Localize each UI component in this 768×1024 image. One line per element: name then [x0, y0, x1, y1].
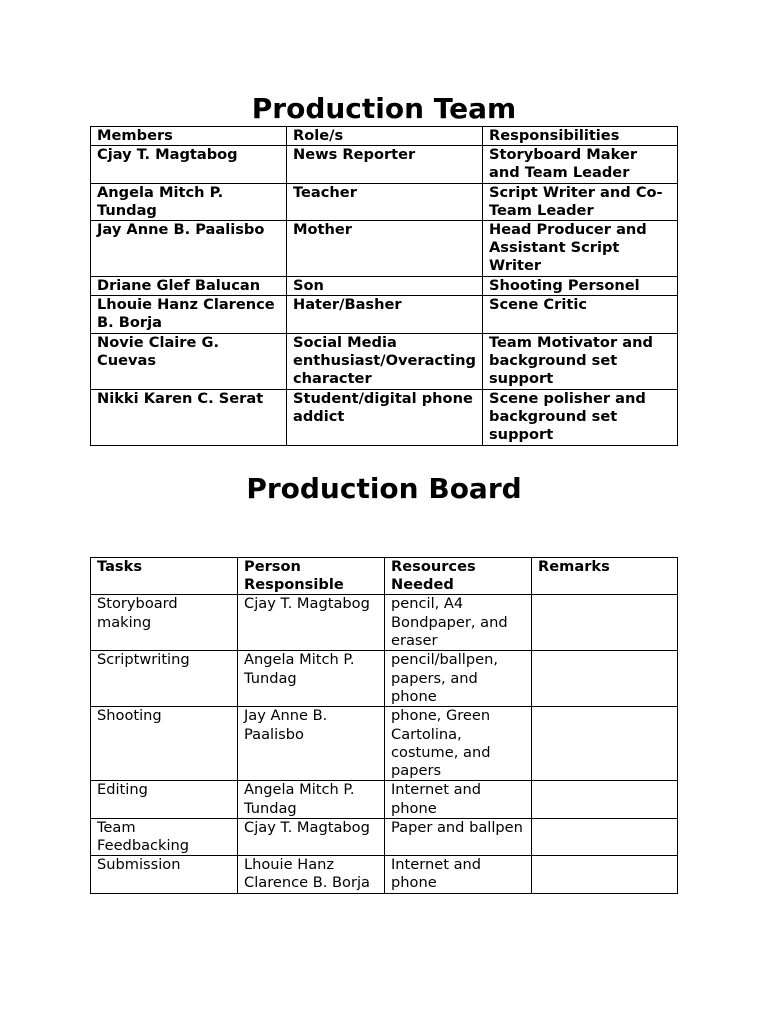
table-header-row — [91, 127, 678, 146]
table-row — [91, 221, 678, 277]
table-row — [91, 296, 678, 333]
task-cell: Shooting — [91, 707, 238, 781]
member-cell: Nikki Karen C. Serat — [91, 389, 287, 445]
role-cell: Student/digital phone addict — [287, 389, 483, 445]
role-cell: Hater/Basher — [287, 296, 483, 333]
person-cell: Angela Mitch P. Tundag — [238, 781, 385, 818]
resources-cell: pencil/ballpen, papers, and phone — [385, 651, 532, 707]
responsibility-cell: Script Writer and Co-Team Leader — [483, 183, 678, 220]
role-cell: Son — [287, 277, 483, 296]
table-row — [91, 651, 678, 707]
member-cell: Driane Glef Balucan — [91, 277, 287, 296]
header-responsibilities: Responsibilities — [483, 127, 678, 146]
member-cell: Novie Claire G. Cuevas — [91, 333, 287, 389]
responsibility-cell: Scene Critic — [483, 296, 678, 333]
resources-cell: pencil, A4 Bondpaper, and eraser — [385, 595, 532, 651]
member-cell: Jay Anne B. Paalisbo — [91, 221, 287, 277]
resources-cell: phone, Green Cartolina, costume, and papers — [385, 707, 532, 781]
production-team-table — [90, 126, 678, 446]
table-row — [91, 183, 678, 220]
responsibility-cell: Shooting Personel — [483, 277, 678, 296]
person-cell: Angela Mitch P. Tundag — [238, 651, 385, 707]
production-team-title: Production Team — [251, 92, 517, 125]
production-board-title: Production Board — [246, 472, 522, 505]
resources-cell: Internet and phone — [385, 781, 532, 818]
responsibility-cell: Scene polisher and background set support — [483, 389, 678, 445]
header-person-responsible: Person Responsible — [238, 558, 385, 595]
task-cell: Team Feedbacking — [91, 818, 238, 855]
table-row — [91, 818, 678, 855]
responsibility-cell: Team Motivator and background set support — [483, 333, 678, 389]
header-remarks: Remarks — [532, 558, 678, 595]
remarks-cell — [532, 651, 678, 707]
responsibility-cell: Storyboard Maker and Team Leader — [483, 146, 678, 183]
remarks-cell — [532, 707, 678, 781]
member-cell: Lhouie Hanz Clarence B. Borja — [91, 296, 287, 333]
header-resources-needed: Resources Needed — [385, 558, 532, 595]
person-cell: Lhouie Hanz Clarence B. Borja — [238, 856, 385, 893]
remarks-cell — [532, 595, 678, 651]
task-cell: Editing — [91, 781, 238, 818]
table-row — [91, 856, 678, 893]
person-cell: Cjay T. Magtabog — [238, 595, 385, 651]
header-members: Members — [91, 127, 287, 146]
table-header-row — [91, 558, 678, 595]
role-cell: Mother — [287, 221, 483, 277]
table-row — [91, 333, 678, 389]
task-cell: Submission — [91, 856, 238, 893]
person-cell: Jay Anne B. Paalisbo — [238, 707, 385, 781]
production-board-table — [90, 557, 678, 894]
table-row — [91, 146, 678, 183]
table-row — [91, 781, 678, 818]
table-row — [91, 595, 678, 651]
remarks-cell — [532, 856, 678, 893]
table-row — [91, 277, 678, 296]
resources-cell: Internet and phone — [385, 856, 532, 893]
person-cell: Cjay T. Magtabog — [238, 818, 385, 855]
header-roles: Role/s — [287, 127, 483, 146]
member-cell: Angela Mitch P. Tundag — [91, 183, 287, 220]
table-row — [91, 707, 678, 781]
role-cell: Social Media enthusiast/Overacting character — [287, 333, 483, 389]
responsibility-cell: Head Producer and Assistant Script Writer — [483, 221, 678, 277]
remarks-cell — [532, 818, 678, 855]
role-cell: News Reporter — [287, 146, 483, 183]
table-row — [91, 389, 678, 445]
task-cell: Scriptwriting — [91, 651, 238, 707]
resources-cell: Paper and ballpen — [385, 818, 532, 855]
task-cell: Storyboard making — [91, 595, 238, 651]
member-cell: Cjay T. Magtabog — [91, 146, 287, 183]
remarks-cell — [532, 781, 678, 818]
header-tasks: Tasks — [91, 558, 238, 595]
role-cell: Teacher — [287, 183, 483, 220]
